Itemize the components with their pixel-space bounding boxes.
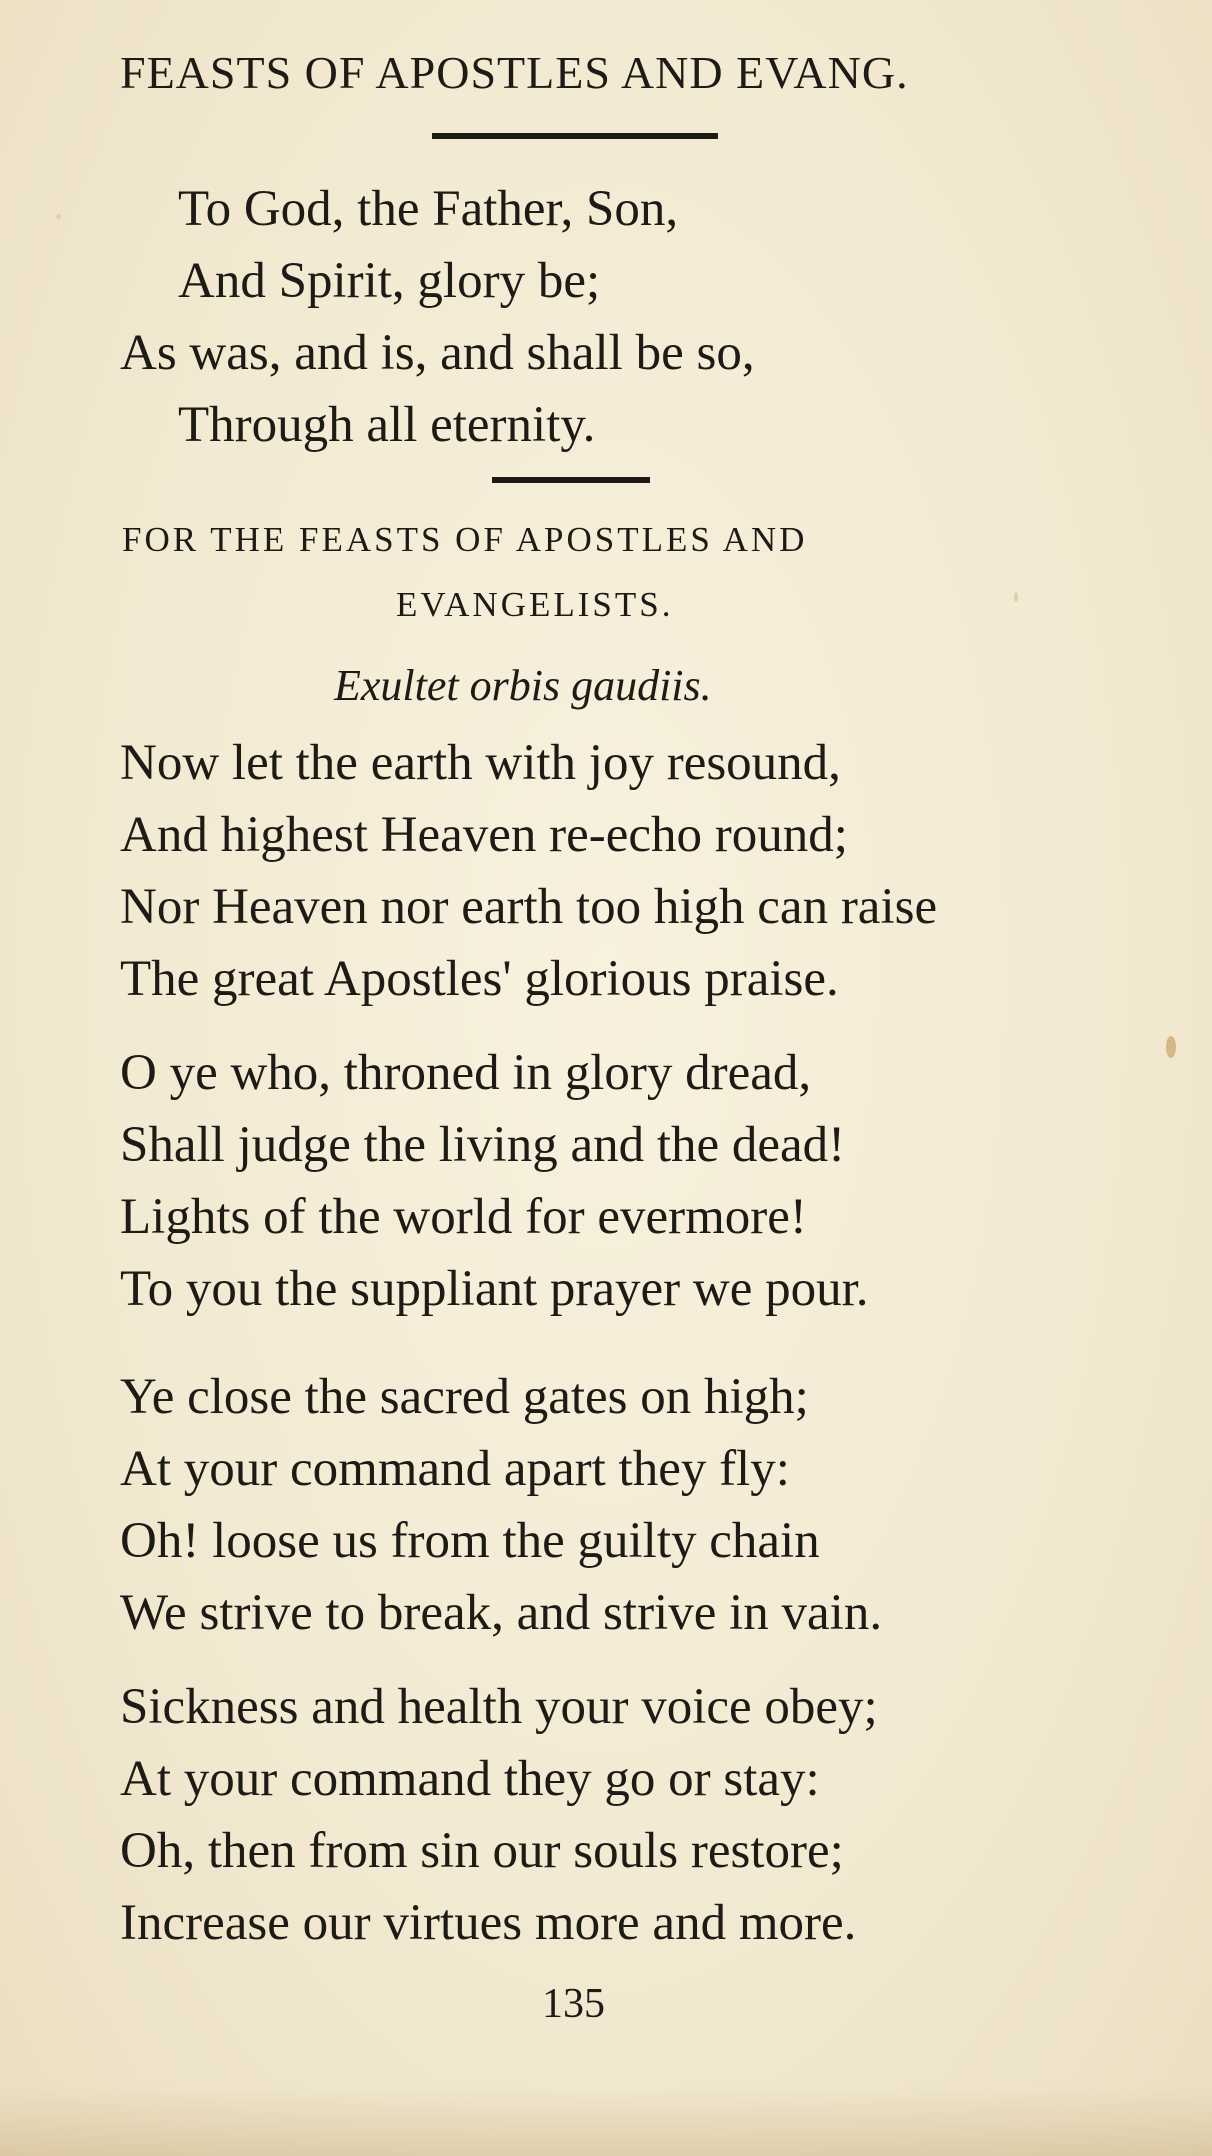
verse-line: To you the suppliant prayer we pour. bbox=[120, 1261, 869, 1317]
verse-line: Nor Heaven nor earth too high can raise bbox=[120, 879, 938, 935]
section-rule bbox=[492, 477, 650, 483]
verse-line: And highest Heaven re-echo round; bbox=[120, 807, 848, 863]
verse-line: Increase our virtues more and more. bbox=[120, 1895, 857, 1951]
verse-line: At your command apart they fly: bbox=[120, 1441, 790, 1497]
doxology-line: Through all eternity. bbox=[178, 397, 596, 453]
paper-fleck bbox=[56, 214, 61, 219]
verse-line: Oh! loose us from the guilty chain bbox=[120, 1513, 820, 1569]
page-number: 135 bbox=[542, 1981, 605, 2027]
verse-line: We strive to break, and strive in vain. bbox=[120, 1585, 883, 1641]
verse-line: Ye close the sacred gates on high; bbox=[120, 1369, 809, 1425]
header-rule bbox=[432, 133, 718, 139]
verse-line: The great Apostles' glorious praise. bbox=[120, 951, 839, 1007]
doxology-line: As was, and is, and shall be so, bbox=[120, 325, 755, 381]
doxology-line: To God, the Father, Son, bbox=[178, 181, 679, 237]
running-head: FEASTS OF APOSTLES AND EVANG. bbox=[120, 47, 909, 98]
verse-line: Lights of the world for evermore! bbox=[120, 1189, 807, 1245]
verse-line: At your command they go or stay: bbox=[120, 1751, 820, 1807]
paper-fleck bbox=[1166, 1036, 1176, 1058]
verse-line: Shall judge the living and the dead! bbox=[120, 1117, 846, 1173]
verse-line: Oh, then from sin our souls restore; bbox=[120, 1823, 844, 1879]
paper-fleck bbox=[1014, 592, 1018, 602]
hymn-title: FOR THE FEASTS OF APOSTLES AND bbox=[122, 520, 808, 559]
hymn-title-continued: EVANGELISTS. bbox=[396, 585, 674, 624]
doxology-line: And Spirit, glory be; bbox=[178, 253, 601, 309]
verse-line: Sickness and health your voice obey; bbox=[120, 1679, 878, 1735]
verse-line: O ye who, throned in glory dread, bbox=[120, 1045, 812, 1101]
latin-incipit: Exultet orbis gaudiis. bbox=[334, 661, 712, 710]
verse-line: Now let the earth with joy resound, bbox=[120, 735, 841, 791]
